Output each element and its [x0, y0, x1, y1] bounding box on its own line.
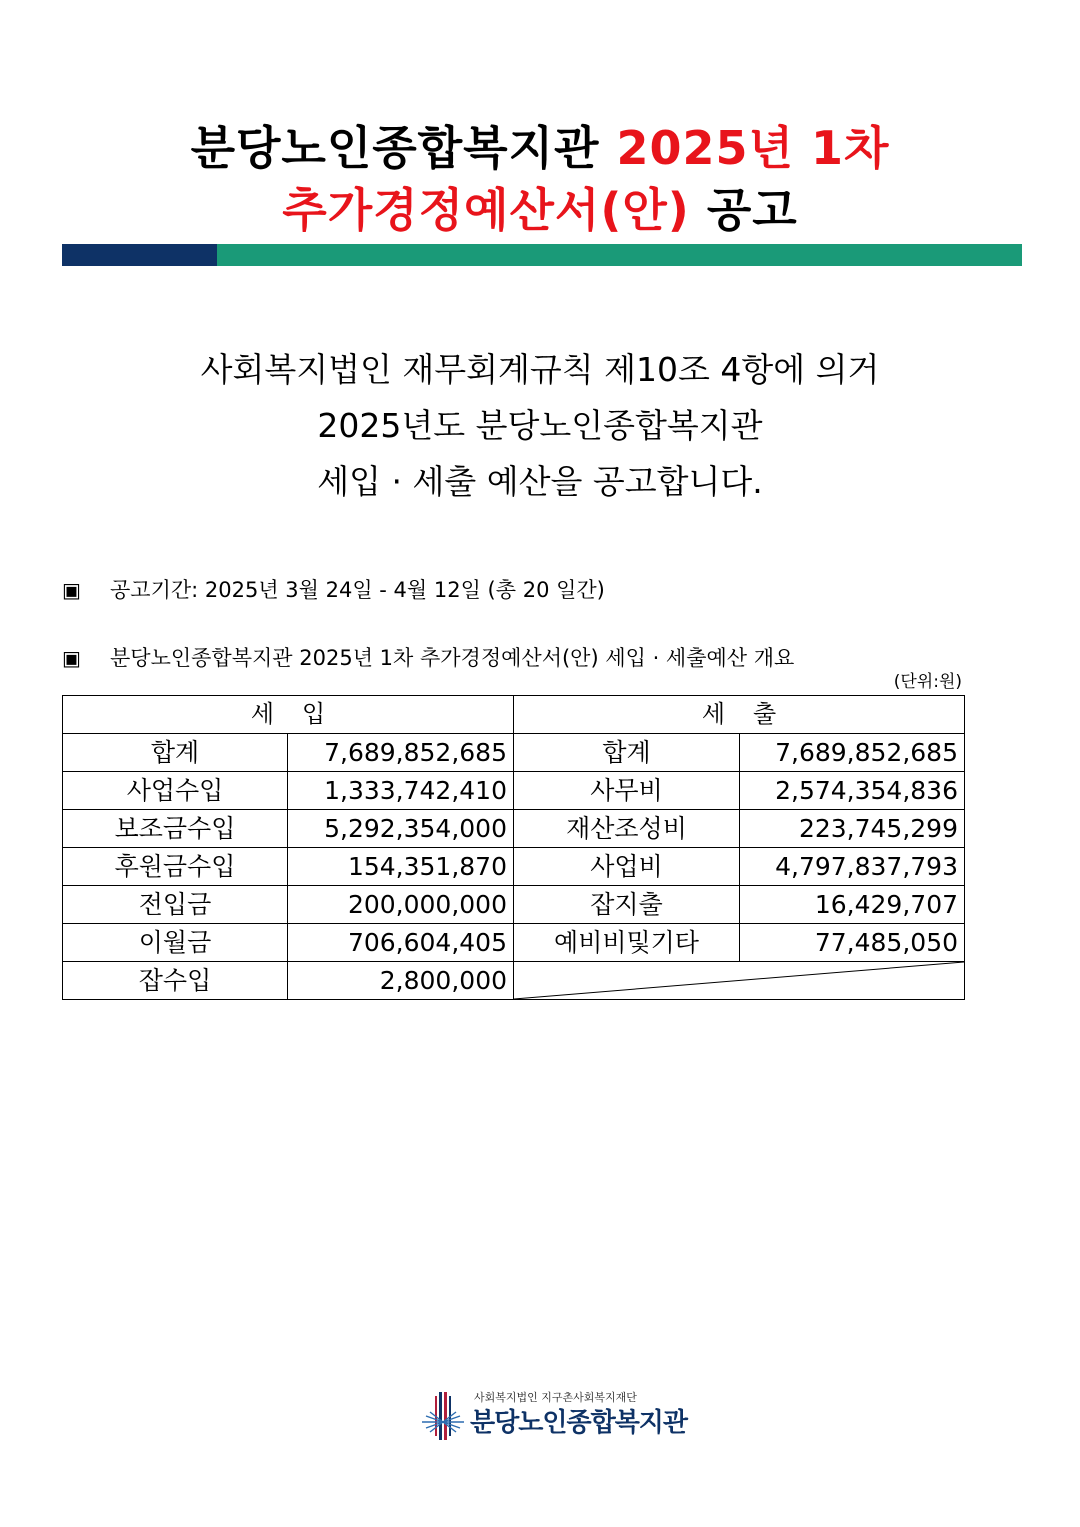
table-row [63, 962, 965, 1000]
table-row [63, 848, 965, 886]
income-label: 합계 [63, 734, 288, 772]
income-label: 사업수입 [63, 772, 288, 810]
intro-line-3: 세입 · 세출 예산을 공고합니다. [317, 462, 763, 501]
diagonal-line [514, 962, 964, 999]
empty-diagonal-cell [514, 962, 965, 1000]
table-row [63, 810, 965, 848]
income-label: 전입금 [63, 886, 288, 924]
income-value: 1,333,742,410 [288, 772, 514, 810]
unit-label: (단위:원) [893, 672, 962, 692]
income-label: 후원금수입 [63, 848, 288, 886]
budget-table [62, 695, 965, 1000]
header-bar-green [217, 244, 1022, 266]
notice-period [62, 575, 605, 605]
expense-label: 잡지출 [514, 886, 740, 924]
title-notice: 공고 [689, 183, 798, 237]
expense-label: 재산조성비 [514, 810, 740, 848]
expense-label: 사무비 [514, 772, 740, 810]
notice-period-text: 공고기간: 2025년 3월 24일 - 4월 12일 (총 20 일간) [110, 578, 605, 602]
income-value: 5,292,354,000 [288, 810, 514, 848]
budget-overview-heading [62, 643, 794, 673]
income-value: 200,000,000 [288, 886, 514, 924]
table-row [63, 924, 965, 962]
expense-label: 예비비및기타 [514, 924, 740, 962]
expense-value: 77,485,050 [740, 924, 965, 962]
expense-value: 16,429,707 [740, 886, 965, 924]
income-label: 이월금 [63, 924, 288, 962]
table-row [63, 772, 965, 810]
intro-line-1: 사회복지법인 재무회계규칙 제10조 4항에 의거 [200, 350, 880, 389]
expense-value: 4,797,837,793 [740, 848, 965, 886]
table-row [63, 734, 965, 772]
expense-label: 사업비 [514, 848, 740, 886]
income-label: 보조금수입 [63, 810, 288, 848]
square-bullet-icon: ▣ [62, 578, 81, 602]
table-header-row [63, 696, 965, 734]
foundation-emblem-icon [420, 1388, 468, 1444]
income-header: 세입 [63, 696, 514, 734]
intro-line-2: 2025년도 분당노인종합복지관 [317, 406, 763, 445]
table-row [63, 886, 965, 924]
title-org: 분당노인종합복지관 [190, 121, 617, 175]
expense-value: 223,745,299 [740, 810, 965, 848]
expense-label: 합계 [514, 734, 740, 772]
income-value: 2,800,000 [288, 962, 514, 1000]
header-bar-navy [62, 244, 217, 266]
income-value: 7,689,852,685 [288, 734, 514, 772]
expense-header: 세출 [514, 696, 965, 734]
budget-overview-text: 분당노인종합복지관 2025년 1차 추가경정예산서(안) 세입 · 세출예산 개요 [110, 646, 795, 670]
title-doc: 추가경정예산서(안) [282, 183, 690, 237]
title-line-2 [0, 180, 1080, 240]
expense-value: 2,574,354,836 [740, 772, 965, 810]
title-line-1 [0, 118, 1080, 178]
expense-value: 7,689,852,685 [740, 734, 965, 772]
income-label: 잡수입 [63, 962, 288, 1000]
income-value: 154,351,870 [288, 848, 514, 886]
square-bullet-icon: ▣ [62, 646, 81, 670]
footer-org-name: 분당노인종합복지관 [470, 1408, 688, 1438]
title-year: 2025년 1차 [616, 121, 890, 175]
footer-foundation-name: 사회복지법인 지구촌사회복지재단 [474, 1391, 637, 1404]
income-value: 706,604,405 [288, 924, 514, 962]
footer-logo [420, 1388, 688, 1448]
